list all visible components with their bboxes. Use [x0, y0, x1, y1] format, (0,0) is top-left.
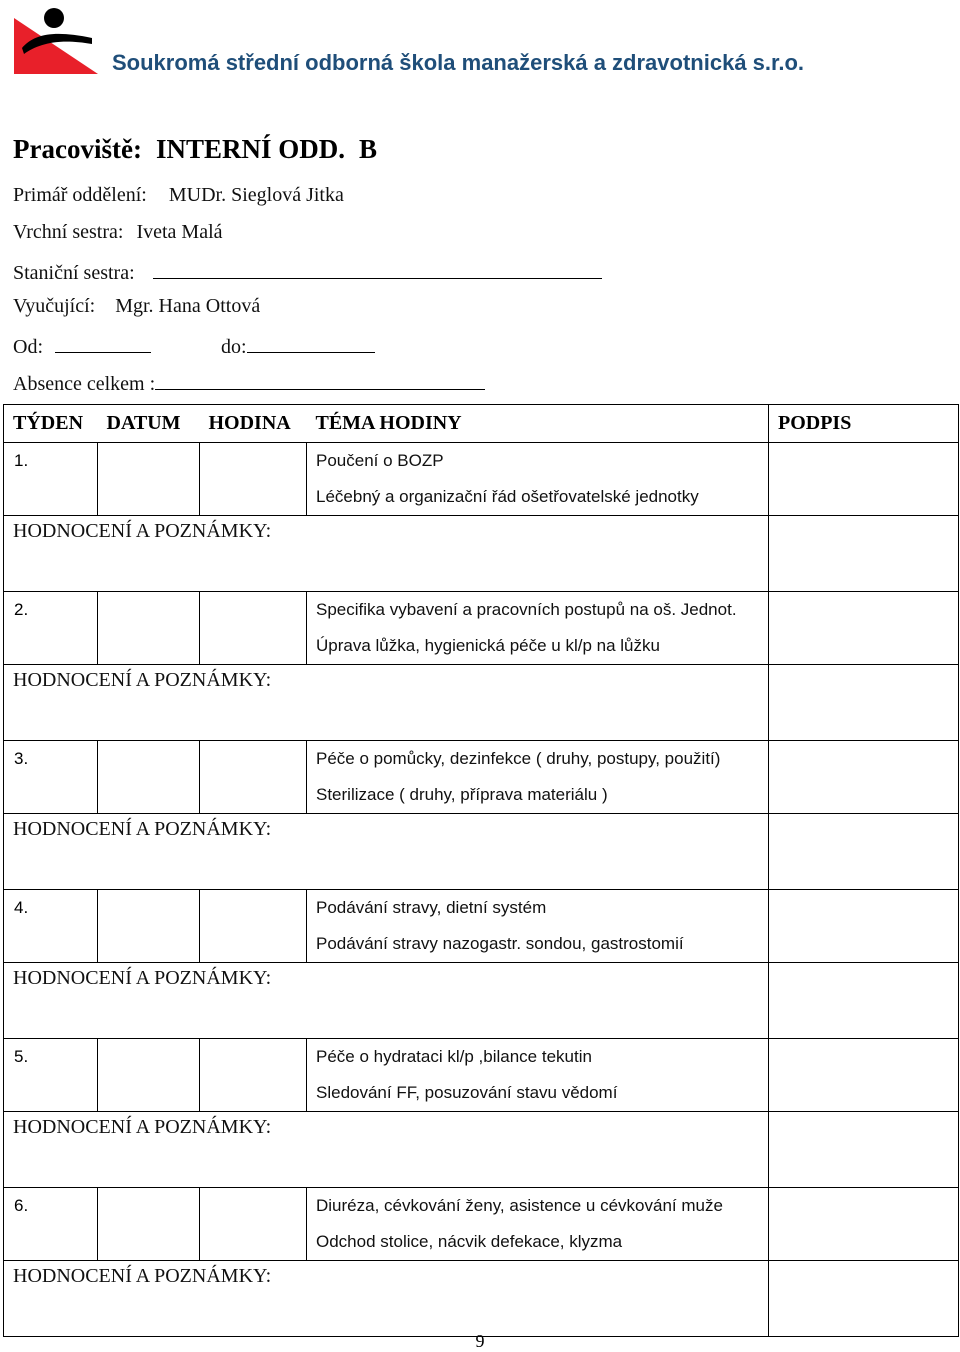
- week-topic-1: Poučení o BOZP: [307, 443, 769, 480]
- ward-nurse-line: [13, 258, 602, 285]
- evaluation-signature-cell[interactable]: [769, 1261, 959, 1337]
- head-physician-value: MUDr. Sieglová Jitka: [168, 184, 344, 206]
- evaluation-cell[interactable]: [4, 1261, 769, 1337]
- hour-cell[interactable]: [200, 1188, 307, 1261]
- to-blank-field[interactable]: [247, 332, 375, 353]
- week-row: [4, 741, 959, 778]
- evaluation-row: [4, 516, 959, 592]
- week-topic-1: Diuréza, cévkování ženy, asistence u cévkování muže: [307, 1188, 769, 1225]
- header-topic: TÉMA HODINY: [307, 405, 769, 443]
- evaluation-cell[interactable]: [4, 814, 769, 890]
- date-cell[interactable]: [98, 592, 200, 665]
- evaluation-cell[interactable]: [4, 963, 769, 1039]
- from-label: Od:: [13, 336, 43, 358]
- table-header-row: [4, 405, 959, 443]
- school-logo-icon: [14, 4, 98, 74]
- week-number-spacer: [4, 1224, 98, 1261]
- evaluation-row: [4, 1261, 959, 1337]
- absence-line: [13, 369, 485, 396]
- signature-cell[interactable]: [769, 443, 959, 516]
- header-hour: HODINA: [200, 405, 307, 443]
- week-row: [4, 1039, 959, 1076]
- evaluation-label: HODNOCENÍ A POZNÁMKY:: [13, 520, 272, 542]
- page-number: 9: [475, 1331, 485, 1351]
- signature-cell[interactable]: [769, 1188, 959, 1261]
- evaluation-signature-cell[interactable]: [769, 963, 959, 1039]
- to-label: do:: [221, 336, 247, 358]
- evaluation-signature-cell[interactable]: [769, 1112, 959, 1188]
- evaluation-row: [4, 963, 959, 1039]
- head-physician-line: [13, 184, 344, 207]
- week-topic-2: Podávání stravy nazogastr. sondou, gastrostomií: [307, 926, 769, 963]
- week-topic-1: Specifika vybavení a pracovních postupů na oš. Jednot.: [307, 592, 769, 629]
- week-topic-2: Sterilizace ( druhy, příprava materiálu ): [307, 777, 769, 814]
- week-topic-1: Podávání stravy, dietní systém: [307, 890, 769, 927]
- week-row: [4, 1188, 959, 1225]
- absence-blank-field[interactable]: [155, 369, 485, 390]
- week-number: 2.: [4, 592, 98, 629]
- date-cell[interactable]: [98, 443, 200, 516]
- signature-cell[interactable]: [769, 890, 959, 963]
- hour-cell[interactable]: [200, 443, 307, 516]
- week-number-spacer: [4, 777, 98, 814]
- teacher-label: Vyučující:: [13, 295, 96, 317]
- evaluation-cell[interactable]: [4, 1112, 769, 1188]
- week-number: 3.: [4, 741, 98, 778]
- evaluation-row: [4, 665, 959, 741]
- week-row: [4, 592, 959, 629]
- week-topic-1: Péče o pomůcky, dezinfekce ( druhy, postupy, použití): [307, 741, 769, 778]
- signature-cell[interactable]: [769, 592, 959, 665]
- date-cell[interactable]: [98, 1039, 200, 1112]
- week-number-spacer: [4, 479, 98, 516]
- date-cell[interactable]: [98, 741, 200, 814]
- week-topic-1: Péče o hydrataci kl/p ,bilance tekutin: [307, 1039, 769, 1076]
- week-number-spacer: [4, 628, 98, 665]
- week-number: 5.: [4, 1039, 98, 1076]
- evaluation-signature-cell[interactable]: [769, 516, 959, 592]
- ward-nurse-blank-field[interactable]: [153, 258, 602, 279]
- head-nurse-line: [13, 221, 223, 244]
- week-topic-2: Sledování FF, posuzování stavu vědomí: [307, 1075, 769, 1112]
- evaluation-label: HODNOCENÍ A POZNÁMKY:: [13, 1116, 272, 1138]
- evaluation-row: [4, 814, 959, 890]
- workplace-label: Pracoviště:: [13, 134, 142, 164]
- absence-label: Absence celkem :: [13, 373, 156, 395]
- hour-cell[interactable]: [200, 741, 307, 814]
- teacher-value: Mgr. Hana Ottová: [115, 295, 261, 317]
- week-topic-2: Úprava lůžka, hygienická péče u kl/p na lůžku: [307, 628, 769, 665]
- week-number: 6.: [4, 1188, 98, 1225]
- week-number: 4.: [4, 890, 98, 927]
- head-nurse-label: Vrchní sestra:: [13, 221, 124, 243]
- hour-cell[interactable]: [200, 890, 307, 963]
- week-number-spacer: [4, 926, 98, 963]
- from-blank-field[interactable]: [55, 332, 151, 353]
- week-row: [4, 890, 959, 927]
- evaluation-label: HODNOCENÍ A POZNÁMKY:: [13, 1265, 272, 1287]
- week-number-spacer: [4, 1075, 98, 1112]
- evaluation-row: [4, 1112, 959, 1188]
- teacher-line: [13, 295, 260, 318]
- hour-cell[interactable]: [200, 1039, 307, 1112]
- head-physician-label: Primář oddělení:: [13, 184, 147, 206]
- evaluation-label: HODNOCENÍ A POZNÁMKY:: [13, 669, 272, 691]
- evaluation-cell[interactable]: [4, 665, 769, 741]
- evaluation-label: HODNOCENÍ A POZNÁMKY:: [13, 967, 272, 989]
- head-nurse-value: Iveta Malá: [136, 221, 223, 243]
- header-signature: PODPIS: [769, 405, 959, 443]
- evaluation-cell[interactable]: [4, 516, 769, 592]
- evaluation-label: HODNOCENÍ A POZNÁMKY:: [13, 818, 272, 840]
- evaluation-signature-cell[interactable]: [769, 665, 959, 741]
- workplace-value: INTERNÍ ODD.: [155, 134, 345, 164]
- week-topic-2: Léčebný a organizační řád ošetřovatelské jednotky: [307, 479, 769, 516]
- schedule-table: [3, 404, 959, 1337]
- evaluation-signature-cell[interactable]: [769, 814, 959, 890]
- hour-cell[interactable]: [200, 592, 307, 665]
- workplace-suffix: B: [358, 134, 377, 164]
- ward-nurse-label: Staniční sestra:: [13, 262, 135, 284]
- date-cell[interactable]: [98, 890, 200, 963]
- week-topic-2: Odchod stolice, nácvik defekace, klyzma: [307, 1224, 769, 1261]
- signature-cell[interactable]: [769, 1039, 959, 1112]
- header-date: DATUM: [98, 405, 200, 443]
- signature-cell[interactable]: [769, 741, 959, 814]
- workplace-title: [13, 134, 377, 165]
- school-name: Soukromá střední odborná škola manažerská a zdravotnická s.r.o.: [112, 50, 805, 75]
- header-week: TÝDEN: [4, 405, 98, 443]
- week-number: 1.: [4, 443, 98, 480]
- date-range-line: [13, 332, 375, 359]
- week-row: [4, 443, 959, 480]
- date-cell[interactable]: [98, 1188, 200, 1261]
